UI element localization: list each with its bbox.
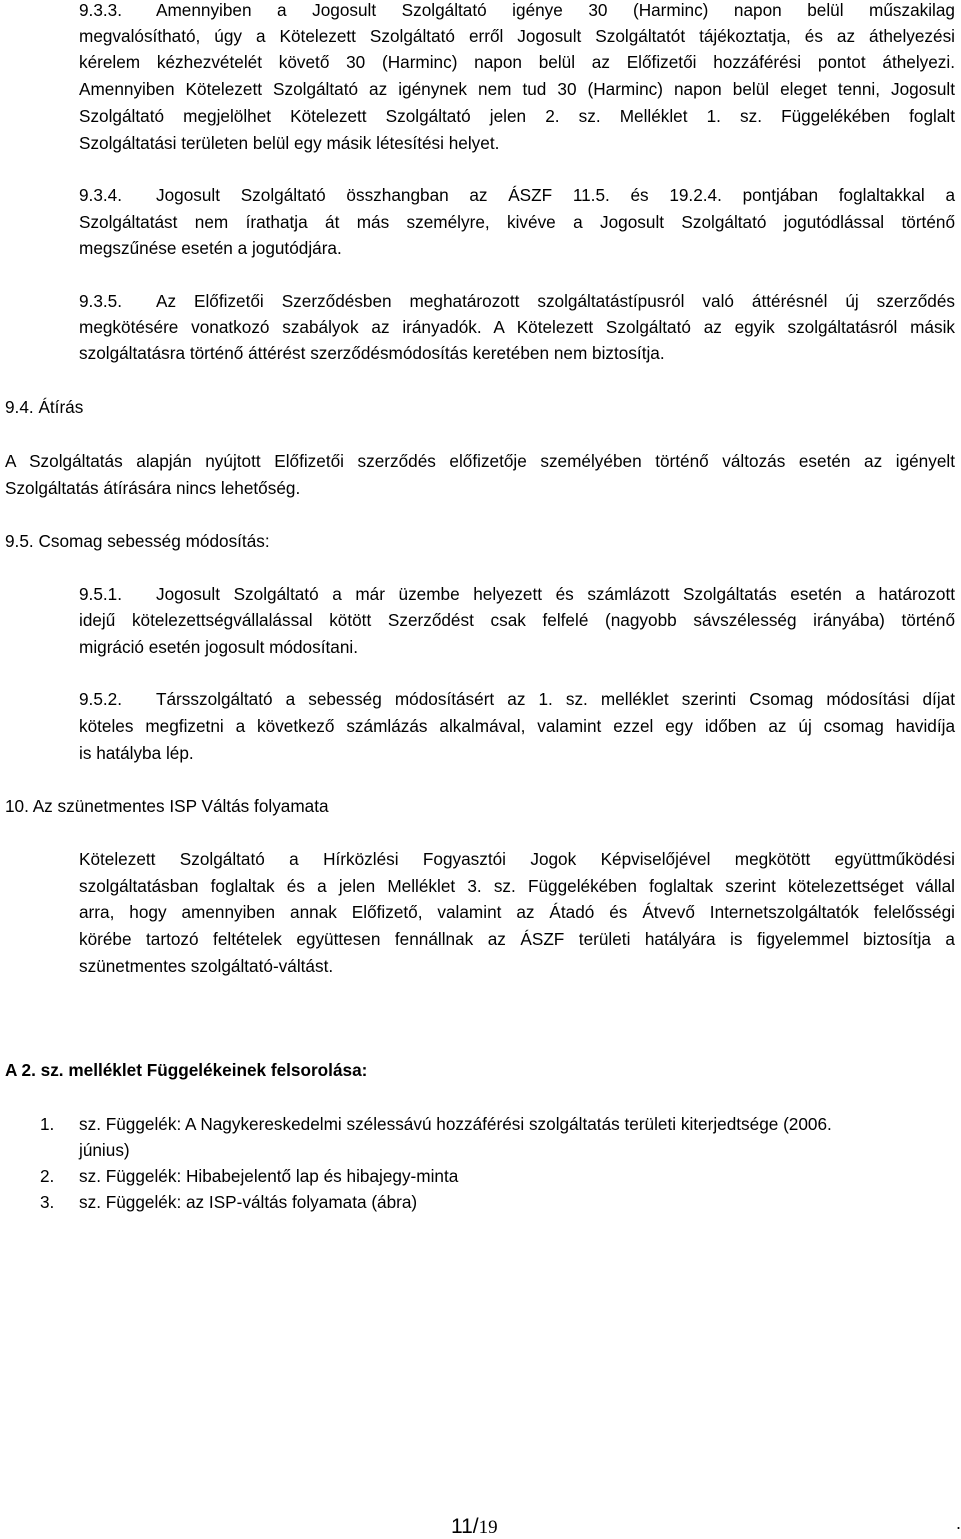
section-number: 9.3.3.	[79, 0, 123, 20]
section-heading: 10. Az szünetmentes ISP Váltás folyamata	[5, 796, 329, 816]
section-heading: 9.4. Átírás	[5, 397, 84, 417]
paragraph-line: Jogosult Szolgáltató a már üzembe helyezett és számlázott Szolgáltatás esetén a határozott	[156, 584, 955, 604]
paragraph-line: A Szolgáltatás alapján nyújtott Előfizetői szerződés előfizetője személyében történő változás esetén az igényelt	[5, 451, 955, 471]
paragraph-line: kérelem kézhezvételét követő 30 (Harminc) napon belül az Előfizetői hozzáférési pontot áthelyezi.	[79, 52, 955, 72]
list-item-continuation: június)	[79, 1140, 130, 1160]
list-item: sz. Függelék: Hibabejelentő lap és hibajegy-minta	[79, 1166, 459, 1186]
paragraph-line: Szolgáltatást nem írathatja át más személyre, kivéve a Jogosult Szolgáltató jogutódlással történő	[79, 212, 955, 232]
paragraph-line: Társszolgáltató a sebesség módosításért az 1. sz. melléklet szerinti Csomag módosítási díjat	[156, 689, 955, 709]
paragraph-line: Kötelezett Szolgáltató a Hírközlési Fogyasztói Jogok Képviselőjével megkötött együttműködési	[79, 849, 955, 869]
paragraph-line: körébe tartozó feltételek együttesen fennállnak az ÁSZF területi hatályára is figyelemmel biztosítja a	[79, 929, 955, 949]
paragraph-line: köteles megfizetni a következő számlázás alkalmával, valamint ezzel egy időben az új csomag havidíja	[79, 716, 955, 736]
trailing-period: .	[956, 1513, 961, 1533]
paragraph-line: arra, hogy amennyiben annak Előfizető, valamint az Átadó és Átvevő Internetszolgáltatók felelősségi	[79, 902, 955, 922]
section-heading: 9.5. Csomag sebesség módosítás:	[5, 531, 270, 551]
paragraph-line: Amennyiben Kötelezett Szolgáltató az igénynek nem tud 30 (Harminc) napon belül eleget tenni, Jogosult	[79, 79, 955, 99]
list-item: sz. Függelék: A Nagykereskedelmi szélessávú hozzáférési szolgáltatás területi kiterjedtsége (2006.	[79, 1114, 832, 1134]
paragraph-line: megszűnése esetén a jogutódjára.	[79, 238, 342, 258]
appendix-heading: A 2. sz. melléklet Függelékeinek felsorolása:	[5, 1060, 368, 1080]
paragraph-line: idejű kötelezettségvállalással kötött Szerződést csak felfelé (nagyobb sávszélesség irányába) történő	[79, 610, 955, 630]
paragraph-line: Jogosult Szolgáltató összhangban az ÁSZF 11.5. és 19.2.4. pontjában foglaltakkal a	[156, 185, 955, 205]
list-item-number: 1.	[40, 1114, 55, 1134]
paragraph-line: Szolgáltatási területen belül egy másik létesítési helyet.	[79, 133, 500, 153]
paragraph-line: Szolgáltatás átírására nincs lehetőség.	[5, 478, 301, 498]
paragraph-line: szünetmentes szolgáltató-váltást.	[79, 956, 334, 976]
paragraph-line: is hatályba lép.	[79, 743, 194, 763]
page-total: 19	[478, 1517, 498, 1538]
page-current: 11/	[451, 1515, 479, 1538]
paragraph-line: szolgáltatásban foglaltak és a jelen Melléklet 3. sz. Függelékében foglaltak szerint kötelezettséget vállal	[79, 876, 955, 896]
paragraph-line: Amennyiben a Jogosult Szolgáltató igénye 30 (Harminc) napon belül műszakilag	[156, 0, 955, 20]
list-item-number: 3.	[40, 1192, 55, 1212]
paragraph-line: megvalósítható, úgy a Kötelezett Szolgáltató erről Jogosult Szolgáltatót tájékoztatja, és az áthelyezési	[79, 26, 955, 46]
paragraph-line: migráció esetén jogosult módosítani.	[79, 637, 358, 657]
paragraph-line: megkötésére vonatkozó szabályok az irányadók. A Kötelezett Szolgáltató az egyik szolgáltatásról másik	[79, 317, 955, 337]
section-number: 9.5.2.	[79, 689, 123, 709]
list-item-number: 2.	[40, 1166, 55, 1186]
paragraph-line: Szolgáltató megjelölhet Kötelezett Szolgáltató jelen 2. sz. Melléklet 1. sz. Függelékében foglalt	[79, 106, 955, 126]
paragraph-line: Az Előfizetői Szerződésben meghatározott szolgáltatástípusról való áttérésnél új szerződés	[156, 291, 955, 311]
section-number: 9.5.1.	[79, 584, 123, 604]
list-item: sz. Függelék: az ISP-váltás folyamata (ábra)	[79, 1192, 418, 1212]
page-number	[451, 1515, 498, 1539]
section-number: 9.3.4.	[79, 185, 123, 205]
paragraph-line: szolgáltatásra történő áttérést szerződésmódosítás keretében nem biztosítja.	[79, 343, 665, 363]
section-number: 9.3.5.	[79, 291, 123, 311]
